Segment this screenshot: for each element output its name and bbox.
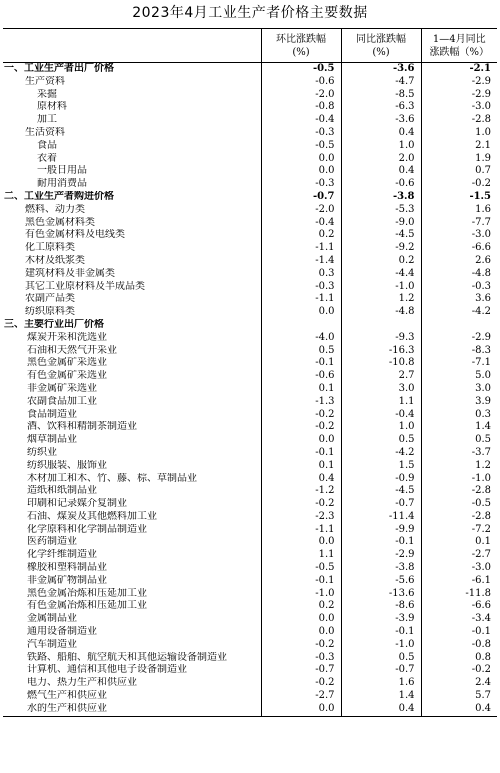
- row-label: 衣着: [37, 152, 57, 164]
- table-row: [3, 549, 497, 562]
- yoy-value: 0.5: [341, 652, 421, 665]
- ytd-value: 1.6: [421, 204, 497, 217]
- ytd-value: -2.8: [421, 114, 497, 127]
- yoy-value: 1.0: [341, 140, 421, 153]
- table-row: [3, 178, 497, 191]
- mom-value: 0.1: [261, 383, 341, 396]
- header-mom-unit: (%): [292, 46, 310, 58]
- table-row: [3, 229, 497, 242]
- mom-value: 0.0: [261, 165, 341, 178]
- ytd-value: 1.0: [421, 127, 497, 140]
- ytd-value: 0.1: [421, 536, 497, 549]
- row-label: 生产资料: [25, 75, 65, 87]
- ytd-value: 0.8: [421, 652, 497, 665]
- row-label: 水的生产和供应业: [3, 703, 261, 716]
- mom-value: -0.7: [261, 664, 341, 677]
- yoy-value: -4.2: [341, 447, 421, 460]
- yoy-value: -4.5: [341, 229, 421, 242]
- yoy-value: -0.9: [341, 473, 421, 486]
- row-label: 橡胶和塑料制品业: [27, 562, 107, 574]
- mom-value: -0.3: [261, 281, 341, 294]
- row-label: 计算机、通信和其他电子设备制造业: [27, 664, 187, 676]
- mom-value: -0.5: [261, 140, 341, 153]
- page-title: 2023年4月工业生产者价格主要数据: [132, 5, 368, 21]
- row-label: 石油和天然气开采业: [27, 344, 117, 356]
- table-row: [3, 217, 497, 230]
- mom-value: -0.3: [261, 178, 341, 191]
- table-row: [3, 562, 497, 575]
- ytd-value: -4.2: [421, 306, 497, 319]
- mom-value: 0.0: [261, 306, 341, 319]
- row-label: 黑色金属冶炼和压延加工业: [27, 587, 147, 599]
- mom-value: -4.0: [261, 332, 341, 345]
- row-label: 汽车制造业: [27, 638, 77, 650]
- table-row: [3, 524, 497, 537]
- mom-value: -0.6: [261, 370, 341, 383]
- table-row: [3, 511, 497, 524]
- row-label: 其它工业原材料及半成品类: [25, 280, 145, 292]
- row-label: 采掘: [37, 88, 57, 100]
- mom-value: -1.1: [261, 524, 341, 537]
- mom-value: 0.0: [261, 626, 341, 639]
- ytd-value: -2.8: [421, 511, 497, 524]
- mom-value: -2.0: [261, 204, 341, 217]
- table-row: [3, 383, 497, 396]
- table-row: [3, 281, 497, 294]
- yoy-value: -0.1: [341, 536, 421, 549]
- yoy-value: 1.4: [341, 690, 421, 703]
- table-row: [3, 140, 497, 153]
- yoy-value: -9.9: [341, 524, 421, 537]
- yoy-value: 0.4: [341, 703, 421, 716]
- row-label: 加工: [37, 114, 57, 126]
- yoy-value: -0.7: [341, 664, 421, 677]
- row-label: 耐用消费品: [37, 178, 87, 190]
- yoy-value: 1.0: [341, 421, 421, 434]
- header-mom: [261, 29, 341, 63]
- mom-value: 0.0: [261, 613, 341, 626]
- table-row: [3, 242, 497, 255]
- ytd-value: -0.2: [421, 664, 497, 677]
- row-label: 煤炭开采和洗选业: [27, 331, 107, 343]
- header-yoy-label: 同比涨跌幅: [356, 33, 406, 45]
- ytd-value: 1.2: [421, 460, 497, 473]
- ytd-value: -3.4: [421, 613, 497, 626]
- yoy-value: -3.8: [341, 562, 421, 575]
- ytd-value: -6.1: [421, 575, 497, 588]
- yoy-value: -1.0: [341, 639, 421, 652]
- ytd-value: -3.0: [421, 562, 497, 575]
- row-label: 金属制品业: [27, 613, 77, 625]
- table-body: [3, 63, 497, 717]
- mom-value: -2.7: [261, 690, 341, 703]
- mom-value: -0.4: [261, 114, 341, 127]
- row-label: 有色金属矿采选业: [27, 370, 107, 382]
- yoy-value: -13.6: [341, 588, 421, 601]
- mom-value: -0.2: [261, 639, 341, 652]
- table-row: [3, 345, 497, 358]
- table-row: [3, 626, 497, 639]
- table-row: [3, 268, 497, 281]
- row-label: 非金属矿采选业: [27, 382, 97, 394]
- yoy-value: -0.4: [341, 409, 421, 422]
- yoy-value: -2.9: [341, 549, 421, 562]
- ytd-value: -0.2: [421, 178, 497, 191]
- mom-value: -0.6: [261, 76, 341, 89]
- table-row: [3, 89, 497, 102]
- yoy-value: -10.8: [341, 357, 421, 370]
- yoy-value: -1.0: [341, 281, 421, 294]
- table-row: [3, 191, 497, 204]
- yoy-value: 1.2: [341, 293, 421, 306]
- row-label: 铁路、船舶、航空航天和其他运输设备制造业: [27, 651, 227, 663]
- table-row: [3, 332, 497, 345]
- yoy-value: -4.5: [341, 485, 421, 498]
- ytd-value: 2.1: [421, 140, 497, 153]
- ytd-value: 5.0: [421, 370, 497, 383]
- ytd-value: 3.9: [421, 396, 497, 409]
- ytd-value: -0.8: [421, 639, 497, 652]
- ytd-value: 3.6: [421, 293, 497, 306]
- ytd-value: -3.0: [421, 101, 497, 114]
- yoy-value: 3.0: [341, 383, 421, 396]
- ytd-value: -3.0: [421, 229, 497, 242]
- row-label: 酒、饮料和精制茶制造业: [27, 421, 137, 433]
- yoy-value: -16.3: [341, 345, 421, 358]
- row-label: 化学纤维制造业: [27, 549, 97, 561]
- row-label: 生活资料: [25, 126, 65, 138]
- table-header-row: [3, 29, 497, 63]
- ytd-value: -0.5: [421, 498, 497, 511]
- mom-value: -0.4: [261, 217, 341, 230]
- yoy-value: 0.2: [341, 255, 421, 268]
- table-row: [3, 293, 497, 306]
- table-row: [3, 703, 497, 716]
- row-label: 黑色金属材料类: [25, 216, 95, 228]
- ytd-value: 1.9: [421, 153, 497, 166]
- mom-value: -0.3: [261, 652, 341, 665]
- table-row: [3, 434, 497, 447]
- ytd-value: -2.1: [421, 63, 497, 76]
- mom-value: -2.3: [261, 511, 341, 524]
- ytd-value: 5.7: [421, 690, 497, 703]
- mom-value: -0.1: [261, 357, 341, 370]
- table-row: [3, 306, 497, 319]
- table-row: [3, 76, 497, 89]
- yoy-value: -6.3: [341, 101, 421, 114]
- row-label: 纺织服装、服饰业: [27, 459, 107, 471]
- table-row: [3, 460, 497, 473]
- row-label: 化工原料类: [25, 242, 75, 254]
- ytd-value: -2.7: [421, 549, 497, 562]
- yoy-value: 1.5: [341, 460, 421, 473]
- yoy-value: -3.6: [341, 63, 421, 76]
- ytd-value: -1.0: [421, 473, 497, 486]
- table-row: [3, 409, 497, 422]
- table-row: [3, 114, 497, 127]
- table-row: [3, 165, 497, 178]
- mom-value: -0.2: [261, 421, 341, 434]
- mom-value: -1.2: [261, 485, 341, 498]
- ytd-value: -0.1: [421, 626, 497, 639]
- mom-value: -0.5: [261, 562, 341, 575]
- yoy-value: -4.4: [341, 268, 421, 281]
- ytd-value: -7.2: [421, 524, 497, 537]
- mom-value: -1.1: [261, 242, 341, 255]
- yoy-value: 0.4: [341, 127, 421, 140]
- yoy-value: 0.4: [341, 165, 421, 178]
- table-row: [3, 255, 497, 268]
- ytd-value: 2.4: [421, 677, 497, 690]
- mom-value: 1.1: [261, 549, 341, 562]
- row-label: 纺织业: [27, 446, 57, 458]
- table-row: [3, 101, 497, 114]
- ytd-value: 0.7: [421, 165, 497, 178]
- yoy-value: -9.3: [341, 332, 421, 345]
- row-label: 造纸和纸制品业: [27, 485, 97, 497]
- ytd-value: 1.4: [421, 421, 497, 434]
- ytd-value: -6.6: [421, 600, 497, 613]
- table-row: [3, 498, 497, 511]
- yoy-value: 2.0: [341, 153, 421, 166]
- table-row: [3, 536, 497, 549]
- ytd-value: -6.6: [421, 242, 497, 255]
- mom-value: -0.7: [261, 191, 341, 204]
- row-label: 木材及纸浆类: [25, 254, 85, 266]
- yoy-value: -0.6: [341, 178, 421, 191]
- table-row: [3, 447, 497, 460]
- price-data-table: [3, 28, 497, 717]
- mom-value: -0.8: [261, 101, 341, 114]
- row-label: 木材加工和木、竹、藤、棕、草制品业: [27, 472, 197, 484]
- table-row: [3, 63, 497, 76]
- mom-value: -0.1: [261, 447, 341, 460]
- table-row: [3, 421, 497, 434]
- table-row: [3, 600, 497, 613]
- header-ytd-label: 1—4月同比: [432, 33, 486, 45]
- ytd-value: -4.8: [421, 268, 497, 281]
- table-row: [3, 588, 497, 601]
- table-row: [3, 575, 497, 588]
- mom-value: -1.4: [261, 255, 341, 268]
- table-row: [3, 370, 497, 383]
- yoy-value: 0.5: [341, 434, 421, 447]
- yoy-value: -5.6: [341, 575, 421, 588]
- header-mom-label: 环比涨跌幅: [276, 33, 326, 45]
- row-label: 农副食品加工业: [27, 395, 97, 407]
- yoy-value: -0.7: [341, 498, 421, 511]
- ytd-value: 0.4: [421, 703, 497, 716]
- yoy-value: -3.9: [341, 613, 421, 626]
- row-label: 一般日用品: [37, 165, 87, 177]
- row-label: 印刷和记录媒介复制业: [27, 498, 127, 510]
- row-label: 食品: [37, 139, 57, 151]
- yoy-value: [341, 319, 421, 332]
- mom-value: 0.1: [261, 460, 341, 473]
- row-label: 二、工业生产者购进价格: [4, 190, 114, 202]
- ytd-value: -2.9: [421, 332, 497, 345]
- table-row: [3, 319, 497, 332]
- ytd-value: -2.8: [421, 485, 497, 498]
- mom-value: -1.3: [261, 396, 341, 409]
- row-label: 电力、热力生产和供应业: [27, 677, 137, 689]
- ytd-value: 0.5: [421, 434, 497, 447]
- mom-value: -0.2: [261, 677, 341, 690]
- mom-value: 0.0: [261, 434, 341, 447]
- yoy-value: -11.4: [341, 511, 421, 524]
- table-row: [3, 204, 497, 217]
- row-label: 食品制造业: [27, 408, 77, 420]
- mom-value: 0.2: [261, 600, 341, 613]
- table-row: [3, 690, 497, 703]
- table-row: [3, 652, 497, 665]
- row-label: 非金属矿物制品业: [27, 574, 107, 586]
- ytd-value: -1.5: [421, 191, 497, 204]
- yoy-value: -8.6: [341, 600, 421, 613]
- ytd-value: -2.9: [421, 76, 497, 89]
- row-label: 石油、煤炭及其他燃料加工业: [27, 510, 157, 522]
- table-row: [3, 396, 497, 409]
- header-ytd-unit: 涨跌幅（%）: [429, 46, 489, 58]
- yoy-value: -9.0: [341, 217, 421, 230]
- yoy-value: -9.2: [341, 242, 421, 255]
- row-label: 有色金属材料及电线类: [25, 229, 125, 241]
- row-label: 三、主要行业出厂价格: [4, 318, 104, 330]
- table-row: [3, 639, 497, 652]
- header-item-column: [3, 29, 261, 63]
- row-label: 黑色金属矿采选业: [27, 357, 107, 369]
- ytd-value: 3.0: [421, 383, 497, 396]
- mom-value: -0.2: [261, 409, 341, 422]
- table-row: [3, 357, 497, 370]
- mom-value: [261, 319, 341, 332]
- mom-value: 0.0: [261, 536, 341, 549]
- ytd-value: 0.3: [421, 409, 497, 422]
- row-label: 有色金属冶炼和压延加工业: [27, 600, 147, 612]
- yoy-value: -3.8: [341, 191, 421, 204]
- table-row: [3, 677, 497, 690]
- table-row: [3, 153, 497, 166]
- ytd-value: -8.3: [421, 345, 497, 358]
- mom-value: 0.0: [261, 153, 341, 166]
- yoy-value: 1.1: [341, 396, 421, 409]
- ytd-value: -7.1: [421, 357, 497, 370]
- row-label: 一、工业生产者出厂价格: [4, 63, 114, 74]
- table-row: [3, 485, 497, 498]
- header-yoy-unit: (%): [372, 46, 390, 58]
- table-row: [3, 613, 497, 626]
- mom-value: -1.0: [261, 588, 341, 601]
- ytd-value: -11.8: [421, 588, 497, 601]
- ytd-value: -7.7: [421, 217, 497, 230]
- row-label: 通用设备制造业: [27, 626, 97, 638]
- row-label: 烟草制品业: [27, 434, 77, 446]
- header-ytd: [421, 29, 497, 63]
- ytd-value: [421, 319, 497, 332]
- yoy-value: 2.7: [341, 370, 421, 383]
- mom-value: 0.3: [261, 268, 341, 281]
- yoy-value: -3.6: [341, 114, 421, 127]
- table-row: [3, 664, 497, 677]
- row-label: 燃气生产和供应业: [27, 690, 107, 702]
- mom-value: -0.2: [261, 498, 341, 511]
- mom-value: 0.0: [261, 703, 341, 716]
- ytd-value: -0.3: [421, 281, 497, 294]
- yoy-value: 1.6: [341, 677, 421, 690]
- mom-value: -0.1: [261, 575, 341, 588]
- ytd-value: -3.7: [421, 447, 497, 460]
- mom-value: 0.2: [261, 229, 341, 242]
- row-label: 建筑材料及非金属类: [25, 267, 115, 279]
- mom-value: -0.3: [261, 127, 341, 140]
- mom-value: -1.1: [261, 293, 341, 306]
- row-label: 燃料、动力类: [25, 203, 85, 215]
- mom-value: 0.5: [261, 345, 341, 358]
- yoy-value: -8.5: [341, 89, 421, 102]
- row-label: 纺织原料类: [25, 306, 75, 318]
- mom-value: -0.5: [261, 63, 341, 76]
- mom-value: -2.0: [261, 89, 341, 102]
- mom-value: 0.4: [261, 473, 341, 486]
- row-label: 化学原料和化学制品制造业: [27, 523, 147, 535]
- ytd-value: -2.9: [421, 89, 497, 102]
- ytd-value: 2.6: [421, 255, 497, 268]
- yoy-value: -5.3: [341, 204, 421, 217]
- row-label: 原材料: [37, 101, 67, 113]
- table-row: [3, 127, 497, 140]
- yoy-value: -0.1: [341, 626, 421, 639]
- table-row: [3, 473, 497, 486]
- row-label: 农副产品类: [25, 293, 75, 305]
- yoy-value: -4.8: [341, 306, 421, 319]
- yoy-value: -4.7: [341, 76, 421, 89]
- row-label: 医药制造业: [27, 536, 77, 548]
- header-yoy: [341, 29, 421, 63]
